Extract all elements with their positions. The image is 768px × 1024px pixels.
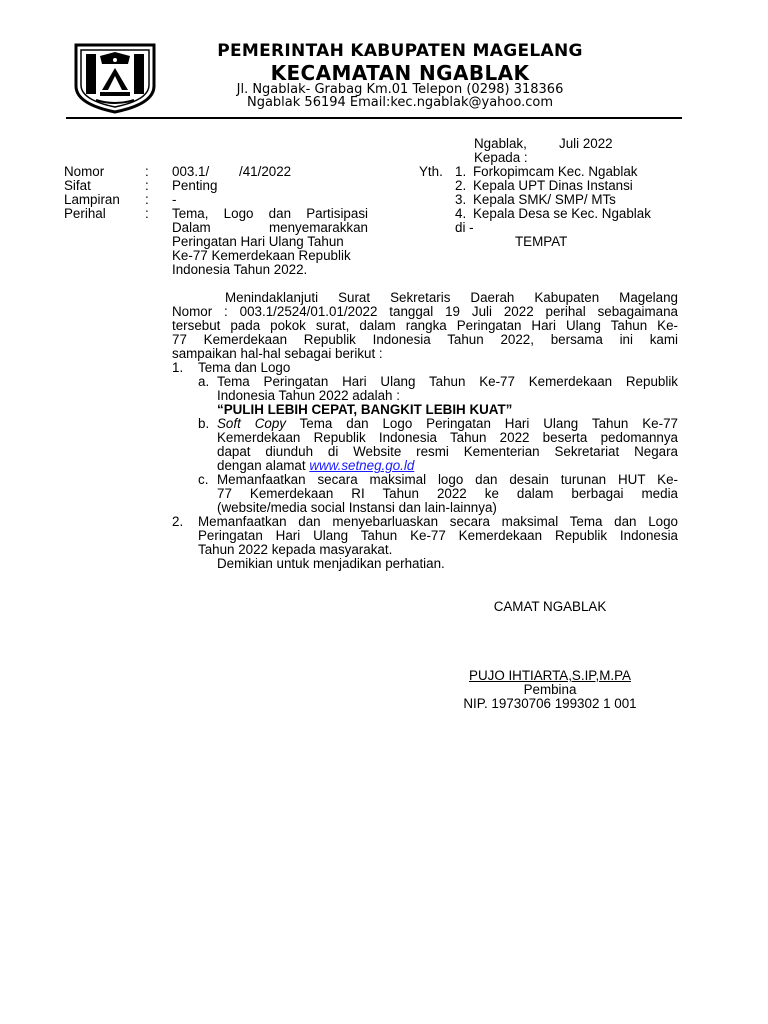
sub-item-line: 77 Kemerdekaan RI Tahun 2022 ke dalam berbagai media (217, 486, 678, 501)
meta-lampiran-value: - (172, 192, 177, 207)
meta-perihal-line: Peringatan Hari Ulang Tahun (172, 234, 344, 249)
sub-item-letter: a. (198, 374, 210, 389)
sub-item-line: dapat diunduh di Website resmi Kementerian Sekretariat Negara (217, 444, 678, 459)
recipient-di: di - (455, 220, 474, 235)
sub-item-letter: b. (198, 416, 210, 431)
meta-nomor-label: Nomor (64, 164, 105, 179)
dateline-date: Juli 2022 (559, 136, 613, 151)
sub-item-line (217, 417, 678, 431)
list-item-line: Tahun 2022 kepada masyarakat. (198, 542, 393, 557)
list-item-number: 1. (172, 360, 184, 375)
sub-item-text: Tema dan Logo Peringatan Hari Ulang Tahun Ke-77 (285, 416, 678, 431)
intro-line: 77 Kemerdekaan Republik Indonesia Tahun 2022, bersama ini kami (172, 332, 678, 347)
header-divider (66, 117, 682, 119)
intro-line-1: Menindaklanjuti Surat Sekretaris Daerah Kabupaten Magelang (225, 290, 678, 305)
list-item-line: Memanfaatkan dan menyebarluaskan secara maksimal Tema dan Logo (198, 514, 678, 529)
sub-item-line: (website/media social Instansi dan lain-lainnya) (217, 500, 497, 515)
sub-item-line: Memanfaatkan secara maksimal logo dan desain turunan HUT Ke- (217, 472, 678, 487)
signature-name: PUJO IHTIARTA,S.IP,M.PA (469, 668, 631, 683)
meta-perihal-line: Dalam menyemarakkan (172, 220, 368, 235)
meta-perihal-label: Perihal (64, 206, 106, 221)
dateline-place: Ngablak, (474, 136, 527, 151)
recipient-tempat: TEMPAT (515, 234, 568, 249)
signature-rank: Pembina (523, 682, 577, 697)
setneg-website-link[interactable]: www.setneg.go.ld (309, 458, 415, 473)
list-item-line: Peringatan Hari Ulang Tahun Ke-77 Kemerdekaan Republik Indonesia (198, 528, 678, 543)
signature-title: CAMAT NGABLAK (493, 599, 607, 614)
recipient-item: Kepala UPT Dinas Instansi (473, 178, 633, 193)
recipient-number: 2. (455, 178, 467, 193)
recipient-item: Kepala Desa se Kec. Ngablak (473, 206, 651, 221)
recipient-kepada: Kepada : (474, 150, 528, 165)
recipient-number: 3. (455, 192, 467, 207)
meta-lampiran-label: Lampiran (64, 192, 120, 207)
sub-item-line (217, 459, 414, 473)
meta-sifat-value: Penting (172, 178, 218, 193)
intro-line: Nomor : 003.1/2524/01.01/2022 tanggal 19 Juli 2022 perihal sebagaimana (172, 304, 678, 319)
meta-sifat-sep: : (145, 178, 149, 193)
meta-perihal-line: Ke-77 Kemerdekaan Republik (172, 248, 351, 263)
header-district-name: KECAMATAN NGABLAK (270, 61, 530, 85)
header-address: Jl. Ngablak- Grabag Km.01 Telepon (0298) 318366 (236, 82, 564, 97)
header-postal-email: Ngablak 56194 Email:kec.ngablak@yahoo.com (246, 95, 553, 110)
recipient-number: 1. (455, 164, 467, 179)
recipient-item: Forkopimcam Kec. Ngablak (473, 164, 638, 179)
sub-item-line: Indonesia Tahun 2022 adalah : (217, 388, 400, 403)
meta-nomor-sep: : (145, 164, 149, 179)
sub-item-text: dengan alamat (217, 458, 310, 473)
list-item-number: 2. (172, 514, 184, 529)
sub-item-line: Kemerdekaan Republik Indonesia Tahun 2022 beserta pedomannya (217, 430, 678, 445)
meta-perihal-sep: : (145, 206, 149, 221)
intro-line: tersebut pada pokok surat, dalam rangka Peringatan Hari Ulang Tahun Ke- (172, 318, 678, 333)
sub-item-line: Tema Peringatan Hari Ulang Tahun Ke-77 Kemerdekaan Republik (217, 374, 678, 389)
meta-perihal-line: Tema, Logo dan Partisipasi (172, 206, 368, 221)
header-government-name: PEMERINTAH KABUPATEN MAGELANG (217, 41, 583, 61)
list-item-title: Tema dan Logo (198, 360, 291, 375)
meta-sifat-label: Sifat (64, 178, 91, 193)
meta-perihal-line: Indonesia Tahun 2022. (172, 262, 308, 277)
regency-emblem-logo (72, 42, 158, 114)
intro-line: sampaikan hal-hal sebagai berikut : (172, 346, 383, 361)
signature-nip: NIP. 19730706 199302 1 001 (463, 696, 637, 711)
theme-slogan: “PULIH LEBIH CEPAT, BANGKIT LEBIH KUAT” (217, 402, 513, 417)
closing-sentence: Demikian untuk menjadikan perhatian. (217, 556, 445, 571)
meta-lampiran-sep: : (145, 192, 149, 207)
recipient-yth: Yth. (419, 164, 443, 179)
meta-nomor-value: 003.1/ /41/2022 (172, 164, 292, 179)
sub-item-letter: c. (198, 472, 209, 487)
recipient-number: 4. (455, 206, 467, 221)
soft-copy-italic: Soft Copy (217, 416, 286, 431)
recipient-item: Kepala SMK/ SMP/ MTs (473, 192, 616, 207)
